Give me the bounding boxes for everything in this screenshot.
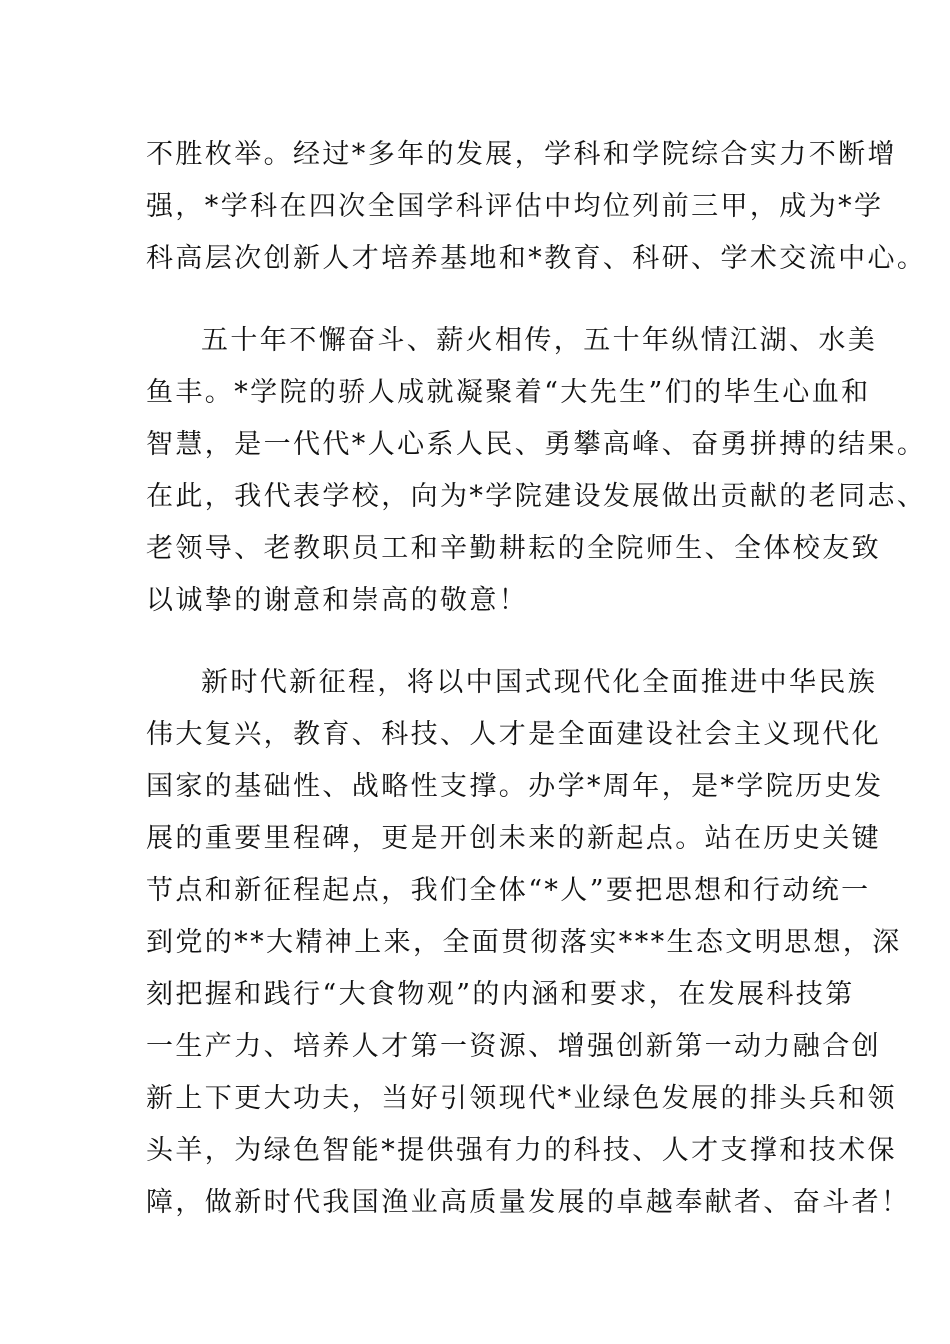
paragraph-2-line-2: 鱼丰。*学院的骄人成就凝聚着“大先生”们的毕生心血和 xyxy=(146,377,871,408)
paragraph-3-line-6: 到党的**大精神上来，全面贯彻落实***生态文明思想，深 xyxy=(146,927,902,958)
paragraph-3-line-1: 新时代新征程，将以中国式现代化全面推进中华民族 xyxy=(201,667,878,698)
paragraph-2-line-3: 智慧，是一代代*人心系人民、勇攀高峰、奋勇拼搏的结果。 xyxy=(146,429,927,460)
paragraph-3-line-7: 刻把握和践行“大食物观”的内涵和要求，在发展科技第 xyxy=(146,979,855,1010)
paragraph-1-line-1: 不胜枚举。经过*多年的发展，学科和学院综合实力不断增 xyxy=(146,139,897,170)
paragraph-1-line-3: 科高层次创新人才培养基地和*教育、科研、学术交流中心。 xyxy=(146,243,927,274)
paragraph-2-line-6: 以诚挚的谢意和崇高的敬意！ xyxy=(146,585,529,616)
paragraph-3-line-2: 伟大复兴，教育、科技、人才是全面建设社会主义现代化 xyxy=(146,719,881,750)
paragraph-2 xyxy=(146,315,927,627)
paragraph-spacer xyxy=(146,285,808,315)
paragraph-3-line-4: 展的重要里程碑，更是开创未来的新起点。站在历史关键 xyxy=(146,823,881,854)
paragraph-3-line-10: 头羊，为绿色智能*提供强有力的科技、人才支撑和技术保 xyxy=(146,1135,897,1166)
paragraph-3-line-8: 一生产力、培养人才第一资源、增强创新第一动力融合创 xyxy=(146,1031,881,1062)
paragraph-1 xyxy=(146,129,927,285)
paragraph-2-line-5: 老领导、老教职员工和辛勤耕耘的全院师生、全体校友致 xyxy=(146,533,881,564)
document-body xyxy=(146,129,927,1229)
paragraph-3-line-5: 节点和新征程起点，我们全体“*人”要把思想和行动统一 xyxy=(146,875,871,906)
paragraph-2-line-4: 在此，我代表学校，向为*学院建设发展做出贡献的老同志、 xyxy=(146,481,927,512)
paragraph-3-line-9: 新上下更大功夫，当好引领现代*业绿色发展的排头兵和领 xyxy=(146,1083,897,1114)
paragraph-1-line-2: 强，*学科在四次全国学科评估中均位列前三甲，成为*学 xyxy=(146,191,884,222)
paragraph-spacer xyxy=(146,627,808,657)
paragraph-3-line-3: 国家的基础性、战略性支撑。办学*周年，是*学院历史发 xyxy=(146,771,884,802)
paragraph-2-line-1: 五十年不懈奋斗、薪火相传，五十年纵情江湖、水美 xyxy=(201,325,878,356)
paragraph-3 xyxy=(146,657,911,1229)
paragraph-3-line-11: 障，做新时代我国渔业高质量发展的卓越奉献者、奋斗者！ xyxy=(146,1187,911,1218)
